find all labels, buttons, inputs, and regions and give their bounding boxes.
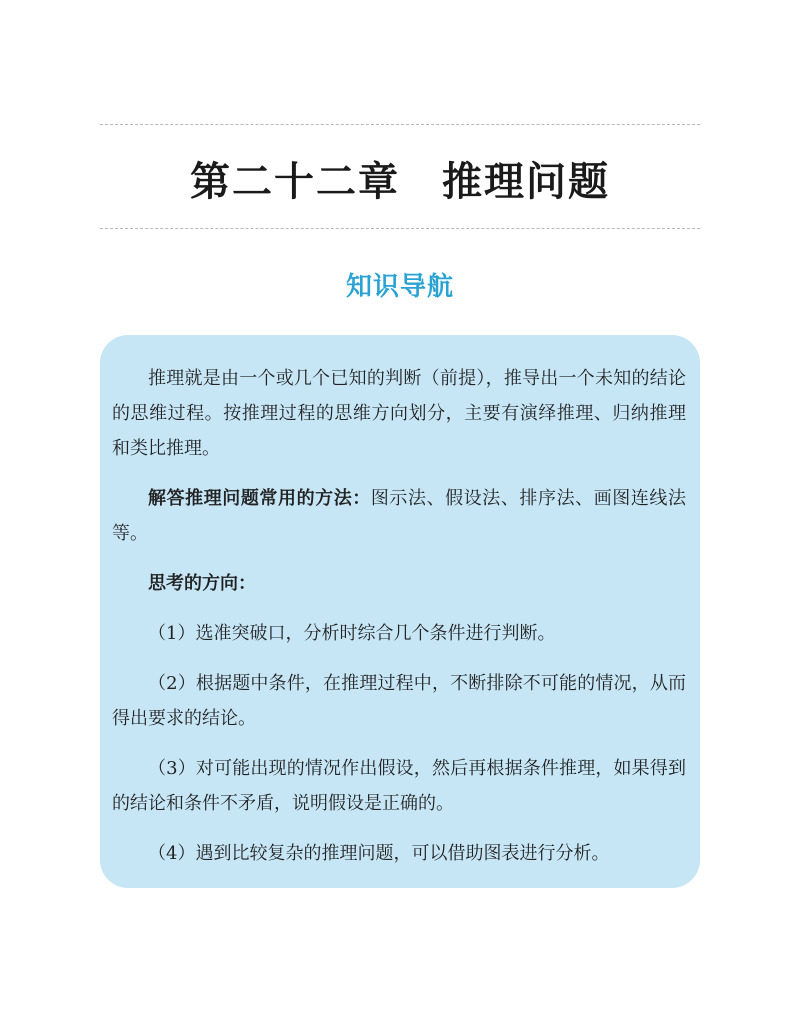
methods-text: 图示法、假设法、排序法、画图连线法等。 xyxy=(112,488,687,544)
point-2: （2）根据题中条件，在推理过程中，不断排除不可能的情况，从而得出要求的结论。 xyxy=(112,673,686,729)
direction-label: 思考的方向： xyxy=(148,573,256,594)
intro-paragraph: 推理就是由一个或几个已知的判断（前提），推导出一个未知的结论的思维过程。按推理过程的思维方向划分，主要有演绎推理、归纳推理和类比推理。 xyxy=(112,368,686,459)
chapter-title: 第二十二章 推理问题 xyxy=(190,158,610,205)
point-3: （3）对可能出现的情况作出假设，然后再根据条件推理，如果得到的结论和条件不矛盾，说明假设是正确的。 xyxy=(112,758,686,814)
bottom-dashed-divider xyxy=(100,228,700,229)
section-title: 知识导航 xyxy=(345,272,454,302)
point-1: （1）选准突破口，分析时综合几个条件进行判断。 xyxy=(148,623,556,644)
methods-paragraph xyxy=(112,481,686,551)
knowledge-box xyxy=(100,335,700,888)
top-dashed-divider xyxy=(100,124,700,125)
direction-paragraph xyxy=(112,566,686,601)
point-4: （4）遇到比较复杂的推理问题，可以借助图表进行分析。 xyxy=(148,843,610,864)
methods-label: 解答推理问题常用的方法： xyxy=(148,488,371,509)
